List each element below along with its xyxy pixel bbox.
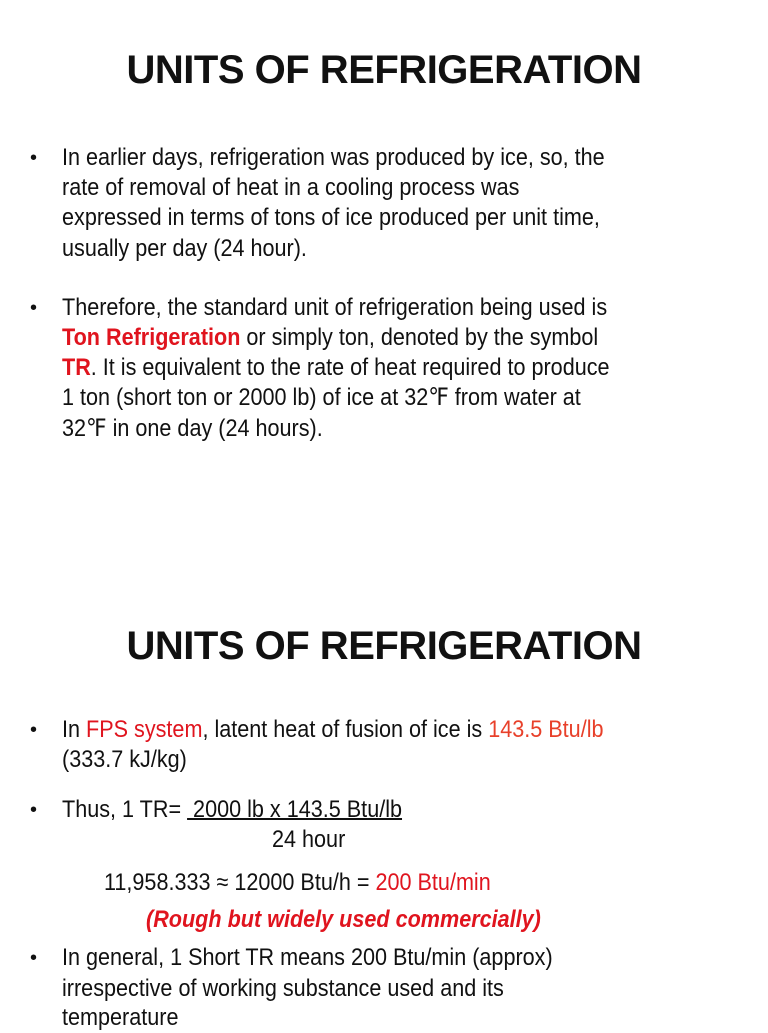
text-line: In earlier days, refrigeration was produced by ice, so, the [62,144,605,171]
text-line: usually per day (24 hour). [62,235,307,262]
bullet-icon: • [30,147,38,169]
slide-title: UNITS OF REFRIGERATION [126,624,642,668]
text-line: In general, 1 Short TR means 200 Btu/min (approx) [62,944,553,971]
bullet-icon: • [30,297,38,319]
fraction-numerator: 2000 lb x 143.5 Btu/lb [187,796,403,823]
highlight-term: Ton Refrigeration [62,324,241,351]
text-line: rate of removal of heat in a cooling process was [62,174,520,201]
text-line: 32℉ in one day (24 hours). [62,415,323,442]
text-line [62,323,598,353]
bullet-icon: • [30,799,38,821]
text-line: 1 ton (short ton or 2000 lb) of ice at 32℉ from water at [62,384,581,411]
text-span: 11,958.333 ≈ 12000 Btu/h = [104,869,376,896]
text-line: expressed in terms of tons of ice produced per unit time, [62,204,600,231]
text-line [62,353,610,383]
highlight-value: 143.5 Btu/lb [488,716,604,743]
text-span: Thus, 1 TR= [62,796,188,823]
text-line [62,795,402,825]
note-text: (Rough but widely used commercially) [146,906,541,933]
text-line: (333.7 kJ/kg) [62,746,187,773]
highlight-symbol: TR [62,354,91,381]
text-span: or simply ton, denoted by the symbol [240,324,599,351]
text-line: temperature [62,1004,179,1031]
text-span: . It is equivalent to the rate of heat required to produce [90,354,610,381]
highlight-term: FPS system [86,716,203,743]
text-line: Therefore, the standard unit of refrigeration being used is [62,294,608,321]
fraction-denominator: 24 hour [272,826,346,853]
highlight-value: 200 Btu/min [375,869,491,896]
bullet-icon: • [30,947,38,969]
bullet-icon: • [30,719,38,741]
text-line: irrespective of working substance used and its [62,975,504,1002]
text-line [104,868,491,898]
slide-title: UNITS OF REFRIGERATION [126,48,642,92]
text-span: , latent heat of fusion of ice is [202,716,489,743]
text-span: In [62,716,87,743]
text-line [62,715,604,745]
